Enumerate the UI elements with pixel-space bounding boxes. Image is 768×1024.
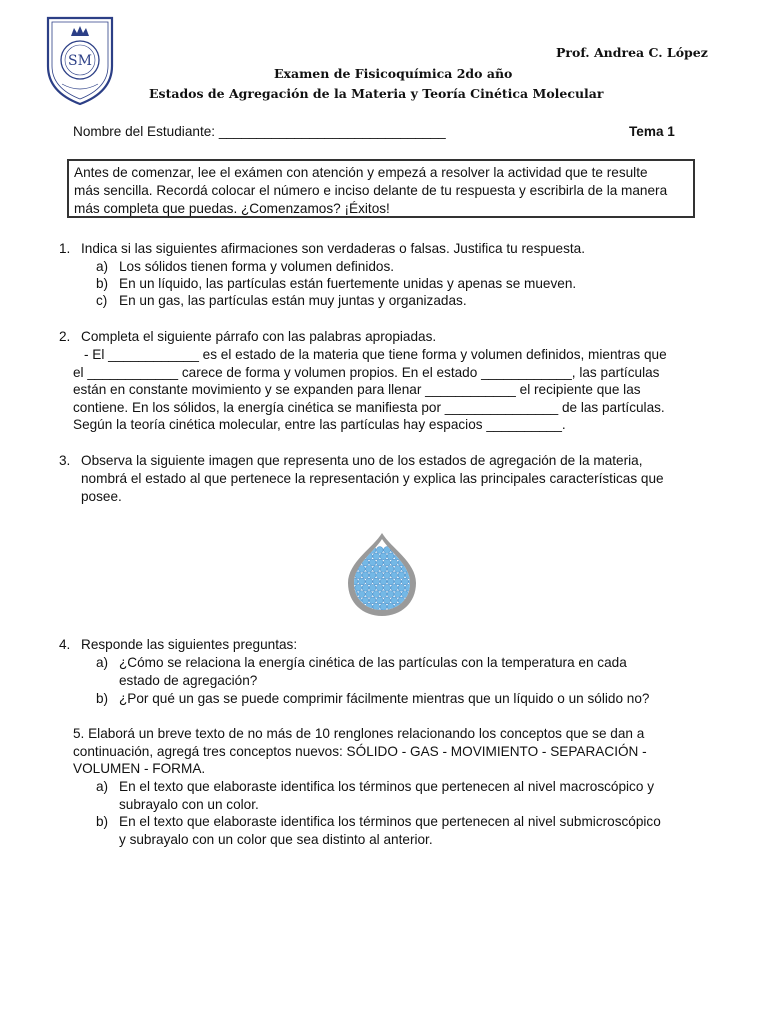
particle [398,572,405,579]
q5-text-line: continuación, agregá tres conceptos nuevos: SÓLIDO - GAS - MOVIMIENTO - SEPARACIÓN - [73,744,647,759]
exam-subtitle: Estados de Agregación de la Materia y Teoría Cinética Molecular [149,86,604,101]
particle [380,603,387,610]
particle [373,591,380,598]
particle [380,591,387,598]
q2-paragraph-line: Según la teoría cinética molecular, entre las partículas hay espacios __________. [73,417,566,432]
particle [387,578,394,585]
particle [391,559,398,566]
q5-item-label: b) [96,814,109,829]
q2-paragraph-line: - El ____________ es el estado de la materia que tiene forma y volumen definidos, mientras que [84,347,667,362]
particle [355,584,362,591]
particle [358,578,365,585]
particle [369,559,376,566]
particle [380,566,387,573]
particle [351,553,358,560]
particle [355,610,362,616]
q4-item-text: estado de agregación? [119,673,258,688]
particle [387,553,394,560]
teacher-name: Prof. Andrea C. López [556,45,708,60]
particle [394,591,401,598]
q5-item-text: y subrayalo con un color que sea distinto al anterior. [119,832,433,847]
particle [376,597,383,604]
particle [405,610,412,616]
instructions-line: Antes de comenzar, lee el exámen con atención y empezá a resolver la actividad que te resulte [74,165,648,180]
particle [362,584,369,591]
liquid-particles-drop-image [344,530,420,616]
instructions-line: más completa que puedas. ¿Comenzamos? ¡Éxitos! [74,201,390,216]
q4-item-text: ¿Por qué un gas se puede comprimir fácilmente mientras que un líquido o un sólido no? [119,691,650,706]
particle [384,559,391,566]
particle [412,610,419,616]
particle [376,572,383,579]
particle [362,597,369,604]
particle [384,597,391,604]
particle [391,572,398,579]
particle [369,572,376,579]
particle [366,578,373,585]
q3-text-line: nombrá el estado al que pertenece la representación y explica las principales características que [81,471,664,486]
particle [358,591,365,598]
student-name-line: Nombre del Estudiante: ______________________________ [73,124,446,139]
particle [384,572,391,579]
particle [373,553,380,560]
instructions-box [67,159,695,218]
q5-item-text: En el texto que elaboraste identifica los términos que pertenecen al nivel macroscópico y [119,779,654,794]
q1-text: Indica si las siguientes afirmaciones son verdaderas o falsas. Justifica tu respuesta. [81,241,585,256]
particle [348,559,355,566]
q4-item-label: b) [96,691,109,706]
q3-text-line: Observa la siguiente imagen que representa uno de los estados de agregación de la materia, [81,453,643,468]
q5-item-label: a) [96,779,109,794]
particle [416,553,420,560]
particle [394,566,401,573]
particle [412,547,419,554]
particle [398,584,405,591]
particle [409,553,416,560]
particle [405,547,412,554]
particle [376,559,383,566]
q2-number: 2. [59,329,71,344]
particle [409,603,416,610]
q1-item-label: b) [96,276,109,291]
particle [380,553,387,560]
q1-item-label: c) [96,293,108,308]
q4-item-label: a) [96,655,109,670]
q2-text: Completa el siguiente párrafo con las palabras apropiadas. [81,329,437,344]
exam-title: Examen de Fisicoquímica 2do año [274,66,513,81]
q4-item-text: ¿Cómo se relaciona la energía cinética de las partículas con la temperatura en cada [119,655,627,670]
crest-monogram: SM [68,53,92,69]
q1-number: 1. [59,241,71,256]
particle [366,566,373,573]
q1-item-text: Los sólidos tienen forma y volumen definidos. [119,259,395,274]
particle [416,578,420,585]
particle [387,591,394,598]
particle [402,578,409,585]
q5-item-text: subrayalo con un color. [119,797,259,812]
q5-text-line: 5. Elaborá un breve texto de no más de 10 renglones relacionando los conceptos que se dan a [73,726,645,741]
particle [416,591,420,598]
particle [387,566,394,573]
q3-number: 3. [59,453,71,468]
particle [348,547,355,554]
particle [391,584,398,591]
particle [416,603,420,610]
q2-paragraph-line: están en constante movimiento y se expanden para llenar ____________ el recipiente que las [73,382,641,397]
particle [380,578,387,585]
particle [362,572,369,579]
q3-text-line: posee. [81,489,122,504]
instructions-line: más sencilla. Recordá colocar el número e inciso delante de tu respuesta y escribirla de la manera [74,183,668,198]
q5-item-text: En el texto que elaboraste identifica los términos que pertenecen al nivel submicroscópico [119,814,661,829]
school-crest-logo [44,14,116,106]
particle [412,559,419,566]
particle [391,597,398,604]
particle [416,566,420,573]
q2-paragraph-line: contiene. En los sólidos, la energía cinética se manifiesta por _______________ de las partículas. [73,400,665,415]
particle [373,566,380,573]
particle [369,584,376,591]
q5-text-line: VOLUMEN - FORMA. [73,761,206,776]
particle [376,584,383,591]
q1-item-text: En un gas, las partículas están muy juntas y organizadas. [119,293,467,308]
particle [366,591,373,598]
particle [394,578,401,585]
particle [369,597,376,604]
q1-item-text: En un líquido, las partículas están fuertemente unidas y apenas se mueven. [119,276,577,291]
particle [355,547,362,554]
particle [348,610,355,616]
q4-text: Responde las siguientes preguntas: [81,637,298,652]
particle [376,547,383,554]
particle [384,584,391,591]
q4-number: 4. [59,637,71,652]
particle [412,597,419,604]
q2-paragraph-line: el ____________ carece de forma y volumen propios. En el estado ____________, las partículas [73,365,660,380]
tema-label: Tema 1 [629,124,675,139]
q1-item-label: a) [96,259,109,274]
particle [373,578,380,585]
